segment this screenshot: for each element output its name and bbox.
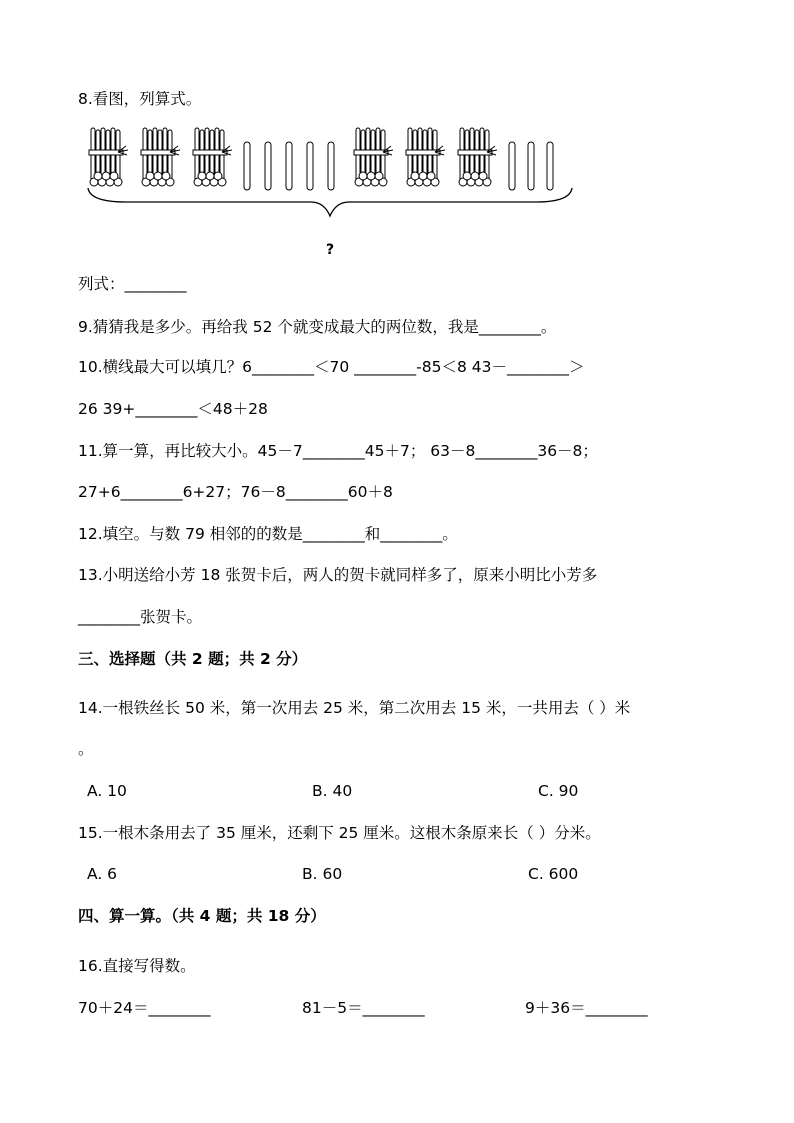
single-stick	[509, 142, 515, 190]
stick-bundle	[193, 128, 232, 186]
q9-text: 9.猜猜我是多少。再给我 52 个就变成最大的两位数，我是________。	[78, 318, 557, 336]
q12-text: 12.填空。与数 79 相邻的的数是________和________。	[78, 525, 458, 543]
q16-item-3: 9＋36＝________	[525, 999, 648, 1017]
q13-line2: ________张贺卡。	[78, 608, 203, 626]
q16-title: 16.直接写得数。	[78, 957, 196, 975]
q14-line2: 。	[78, 740, 94, 758]
q11-line2: 27+6________6+27；76－8________60＋8	[78, 483, 393, 501]
bracket	[88, 188, 572, 216]
q10-line1: 10.横线最大可以填几？6________＜70 ________-85＜8 43－________＞	[78, 358, 585, 376]
q15-option-c: C. 600	[528, 865, 579, 883]
stick-bundle	[141, 128, 180, 186]
q15-text: 15.一根木条用去了 35 厘米，还剩下 25 厘米。这根木条原来长（ ）分米。	[78, 824, 601, 842]
q14-option-b: B. 40	[312, 782, 353, 800]
single-stick	[265, 142, 271, 190]
stick-bundle	[406, 128, 445, 186]
section-4-heading: 四、算一算。（共 4 题；共 18 分）	[78, 907, 326, 925]
single-stick	[286, 142, 292, 190]
q8-title: 8.看图，列算式。	[78, 90, 202, 108]
q8-answer-line: 列式：________	[78, 275, 187, 293]
single-stick	[328, 142, 334, 190]
single-stick	[528, 142, 534, 190]
q15-option-a: A. 6	[87, 865, 118, 883]
sticks-figure	[86, 122, 586, 262]
stick-bundle	[89, 128, 128, 186]
q10-line2: 26 39+________＜48＋28	[78, 400, 268, 418]
q13-line1: 13.小明送给小芳 18 张贺卡后，两人的贺卡就同样多了，原来小明比小芳多	[78, 566, 598, 584]
stick-bundle	[458, 128, 497, 186]
single-stick	[547, 142, 553, 190]
q14-line1: 14.一根铁丝长 50 米，第一次用去 25 米，第二次用去 15 米，一共用去（ ）米	[78, 699, 631, 717]
q11-line1: 11.算一算，再比较大小。45－7________45＋7； 63－8________36－8；	[78, 442, 598, 460]
question-mark: ?	[325, 242, 335, 258]
section-3-heading: 三、选择题（共 2 题；共 2 分）	[78, 650, 308, 668]
q16-item-1: 70＋24＝________	[78, 999, 211, 1017]
single-stick	[307, 142, 313, 190]
q14-option-a: A. 10	[87, 782, 127, 800]
stick-bundle	[354, 128, 393, 186]
q14-option-c: C. 90	[538, 782, 579, 800]
q16-item-2: 81－5＝________	[302, 999, 425, 1017]
single-stick	[244, 142, 250, 190]
q15-option-b: B. 60	[302, 865, 343, 883]
